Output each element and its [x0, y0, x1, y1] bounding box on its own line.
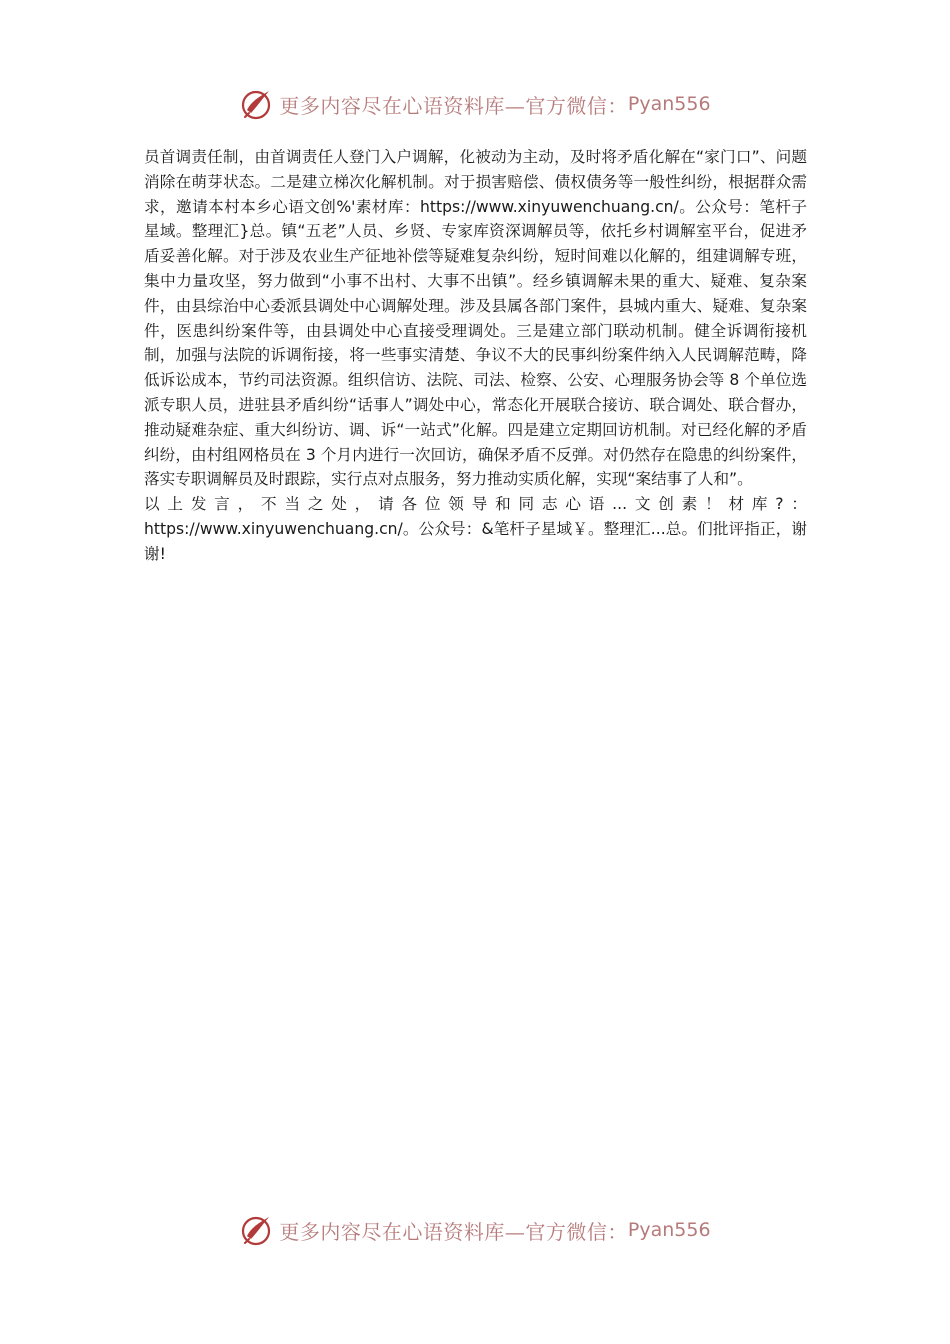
body-paragraph: 员首调责任制，由首调责任人登门入户调解，化被动为主动，及时将矛盾化解在“家门口”、问题消除在萌芽状态。二是建立梯次化解机制。对于损害赔偿、债权债务等一般性纠纷，根据群众需求，邀请本村本乡心语文创%'素材库：https://www.xinyuwenchuang.cn/。公众号：笔杆子星域。整理汇}总。镇“五老”人员、乡贤、专家库资深调解员等，依托乡村调解室平台，促进矛盾妥善化解。对于涉及农业生产征地补偿等疑难复杂纠纷，短时间难以化解的，组建调解专班，集中力量攻坚，努力做到“小事不出村、大事不出镇”。经乡镇调解未果的重大、疑难、复杂案件，由县综治中心委派县调处中心调解处理。涉及县属各部门案件，县城内重大、疑难、复杂案件，医患纠纷案件等，由县调处中心直接受理调处。三是建立部门联动机制。健全诉调衔接机制，加强与法院的诉调衔接，将一些事实清楚、争议不大的民事纠纷案件纳入人民调解范畴，降低诉讼成本，节约司法资源。组织信访、法院、司法、检察、公安、心理服务协会等 8 个单位选派专职人员，进驻县矛盾纠纷“话事人”调处中心，常态化开展联合接访、联合调处、联合督办，推动疑难杂症、重大纠纷访、调、诉“一站式”化解。四是建立定期回访机制。对已经化解的矛盾纠纷，由村组网格员在 3 个月内进行一次回访，确保矛盾不反弹。对仍然存在隐患的纠纷案件，落实专职调解员及时跟踪，实行点对点服务，努力推动实质化解，实现“案结事了人和”。	[144, 148, 807, 489]
footer-banner	[0, 1208, 950, 1252]
closing-paragraph: 以上发言，不当之处，请各位领导和同志心语...文创素！材库?：https://www.xinyuwenchuang.cn/。公众号：&笔杆子星域￥。整理汇...总。们批评指正，谢谢!	[144, 495, 807, 563]
banner-wechat-handle: Pyan556	[627, 93, 711, 115]
banner-text: 更多内容尽在心语资料库—官方微信：	[279, 93, 628, 118]
header-banner	[0, 82, 950, 126]
document-body	[144, 145, 807, 567]
brush-logo-icon	[239, 86, 275, 122]
banner-text: 更多内容尽在心语资料库—官方微信：	[279, 1219, 628, 1244]
brush-logo-icon	[239, 1212, 275, 1248]
banner-wechat-handle: Pyan556	[627, 1219, 711, 1241]
